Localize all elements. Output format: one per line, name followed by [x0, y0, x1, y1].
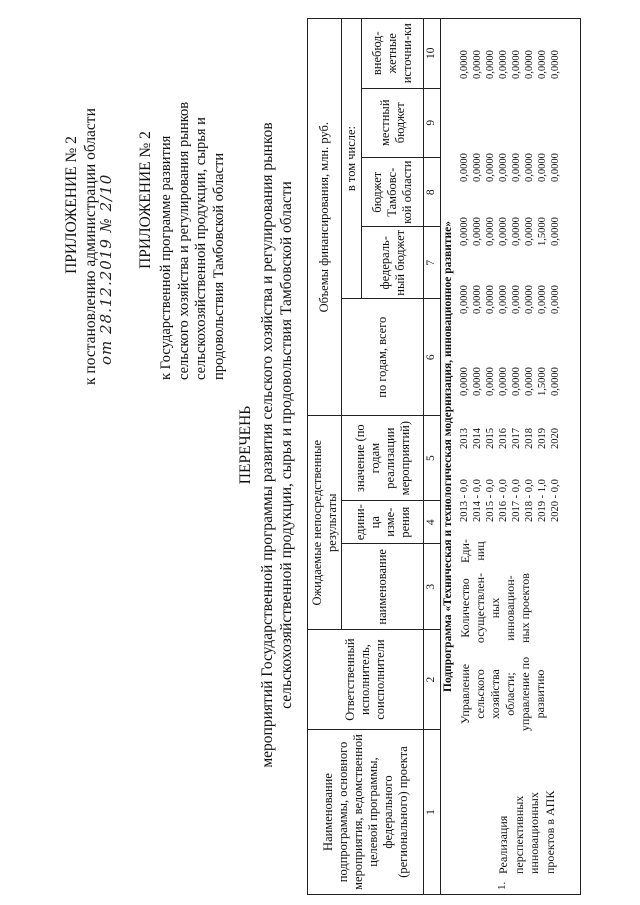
heading-title: ПЕРЕЧЕНЬ	[237, 405, 254, 485]
regional-value: 1,5000	[537, 217, 548, 246]
extrabudget-value: 0,0000	[537, 50, 548, 79]
activities-table	[307, 18, 456, 895]
extrabudget-value: 0,0000	[459, 50, 470, 79]
column-number: 9	[424, 88, 441, 157]
column-number: 7	[424, 227, 441, 299]
row-unit: Еди-ниц	[458, 539, 487, 563]
federal-value: 0,0000	[485, 285, 496, 314]
header-federal: федераль-ный бюджет	[362, 227, 424, 299]
header-name: Наименование подпрограммы, основного мероприятия, ведомственной целевой программы, федерального (регионального) проекта	[308, 730, 424, 895]
federal-value: 0,0000	[511, 285, 522, 314]
year: 2020	[550, 428, 561, 449]
year: 2015	[485, 428, 496, 449]
extrabudget-value: 0,0000	[524, 50, 535, 79]
header-results: Ожидаемые непосредственные результаты	[308, 416, 342, 630]
federal-value: 0,0000	[472, 285, 483, 314]
regional-value: 0,0000	[459, 217, 470, 246]
local-value: 0,0000	[498, 153, 509, 182]
value-2019: 2019 - 1,0	[537, 479, 548, 522]
extrabudget-value: 0,0000	[511, 50, 522, 79]
local-value: 0,0000	[524, 153, 535, 182]
local-value: 0,0000	[537, 153, 548, 182]
year: 2016	[498, 428, 509, 449]
federal-value: 0,0000	[537, 285, 548, 314]
total-value: 0,0000	[472, 367, 483, 396]
document-heading	[236, 45, 296, 845]
total-value: 0,0000	[550, 367, 561, 396]
local-value: 0,0000	[511, 153, 522, 182]
total-value: 0,0000	[459, 367, 470, 396]
regional-value: 0,0000	[498, 217, 509, 246]
value-2017: 2017 - 0,0	[511, 479, 522, 522]
attachment-header	[62, 25, 116, 385]
header-unit: едини-ца изме-рения	[342, 501, 424, 544]
column-number: 2	[424, 630, 441, 730]
column-number: 5	[424, 416, 441, 501]
row-years	[458, 409, 562, 449]
program-line-3: сельскохозяйственной продукции, сырья и	[193, 117, 209, 380]
value-2014: 2014 - 0,0	[472, 479, 483, 522]
extrabudget-value: 0,0000	[550, 50, 561, 79]
federal-value: 0,0000	[550, 285, 561, 314]
total-value: 0,0000	[511, 367, 522, 396]
total-value: 0,0000	[498, 367, 509, 396]
year: 2017	[511, 428, 522, 449]
row-federal	[458, 264, 562, 314]
row-activity-name: Реализация перспективных инновационных проектов в АПК	[496, 790, 557, 874]
federal-value: 0,0000	[459, 285, 470, 314]
attachment-resolution: к постановлению администрации области	[82, 108, 99, 385]
handwritten-date-number: от 28.12.2019 № 2/10	[97, 173, 115, 365]
value-2016: 2016 - 0,0	[498, 479, 509, 522]
header-local: местный бюджет	[362, 88, 424, 157]
row-regional	[458, 196, 562, 246]
year: 2019	[537, 428, 548, 449]
local-value: 0,0000	[459, 153, 470, 182]
federal-value: 0,0000	[498, 285, 509, 314]
year: 2013	[459, 428, 470, 449]
row-extrabudget	[458, 29, 562, 79]
year: 2018	[524, 428, 535, 449]
value-2015: 2015 - 0,0	[485, 479, 496, 522]
program-line-4: продовольствия Тамбовской области	[210, 152, 227, 380]
attachment-title: ПРИЛОЖЕНИЕ № 2	[63, 136, 80, 274]
total-value: 1,5000	[537, 367, 548, 396]
regional-value: 0,0000	[511, 217, 522, 246]
value-2013: 2013 - 0,0	[459, 479, 470, 522]
local-value: 0,0000	[472, 153, 483, 182]
header-regional: бюджет Тамбовс-кой области	[362, 158, 424, 227]
column-number: 10	[424, 19, 441, 89]
header-extrabudget: внебюд-жетные источни-ки	[362, 19, 424, 89]
table-row	[456, 18, 581, 895]
extrabudget-value: 0,0000	[498, 50, 509, 79]
row-indicator: Количество осуществлен-ных инновацион-ных проектов	[458, 572, 532, 644]
subprogram-title: Подпрограмма «Техническая и технологическая модернизация, инновационное развитие»	[440, 19, 456, 895]
header-indicator: наименование	[342, 544, 424, 630]
local-value: 0,0000	[485, 153, 496, 182]
row-number: 1.	[496, 881, 508, 890]
program-line-1: к Государственной программе развития	[158, 135, 174, 380]
extrabudget-value: 0,0000	[472, 50, 483, 79]
column-number: 8	[424, 158, 441, 227]
column-number: 3	[424, 544, 441, 630]
column-number: 4	[424, 501, 441, 544]
row-values	[458, 446, 562, 522]
heading-line-1: мероприятий Государственной программы развития сельского хозяйства и регулирования рынков	[259, 122, 276, 768]
total-value: 0,0000	[485, 367, 496, 396]
regional-value: 0,0000	[550, 217, 561, 246]
header-value: значение (по годам реализации мероприятий)	[342, 416, 424, 501]
header-total: по годам, всего	[342, 299, 424, 416]
program-line-2: сельского хозяйства и регулирования рынков	[175, 101, 192, 380]
heading-line-2: сельскохозяйственной продукции, сырья и продовольствия Тамбовской области	[278, 181, 295, 709]
value-2018: 2018 - 0,0	[524, 479, 535, 522]
program-attachment-title: ПРИЛОЖЕНИЕ № 2	[137, 131, 154, 269]
header-funding: Объемы финансирования, млн. руб.	[308, 19, 342, 416]
total-value: 0,0000	[524, 367, 535, 396]
header-executor: Ответственный исполнитель, соисполнители	[308, 630, 424, 730]
column-number: 1	[424, 730, 441, 895]
federal-value: 0,0000	[524, 285, 535, 314]
row-executor: Управление сельского хозяйства области; управление по развитию	[458, 656, 547, 732]
column-number: 6	[424, 299, 441, 416]
program-attachment-block	[136, 20, 228, 380]
local-value: 0,0000	[550, 153, 561, 182]
value-2020: 2020 - 0,0	[550, 479, 561, 522]
year: 2014	[472, 428, 483, 449]
header-including: в том числе:	[342, 19, 362, 299]
row-local	[458, 132, 562, 182]
regional-value: 0,0000	[524, 217, 535, 246]
regional-value: 0,0000	[485, 217, 496, 246]
regional-value: 0,0000	[472, 217, 483, 246]
extrabudget-value: 0,0000	[485, 50, 496, 79]
row-total	[458, 346, 562, 396]
